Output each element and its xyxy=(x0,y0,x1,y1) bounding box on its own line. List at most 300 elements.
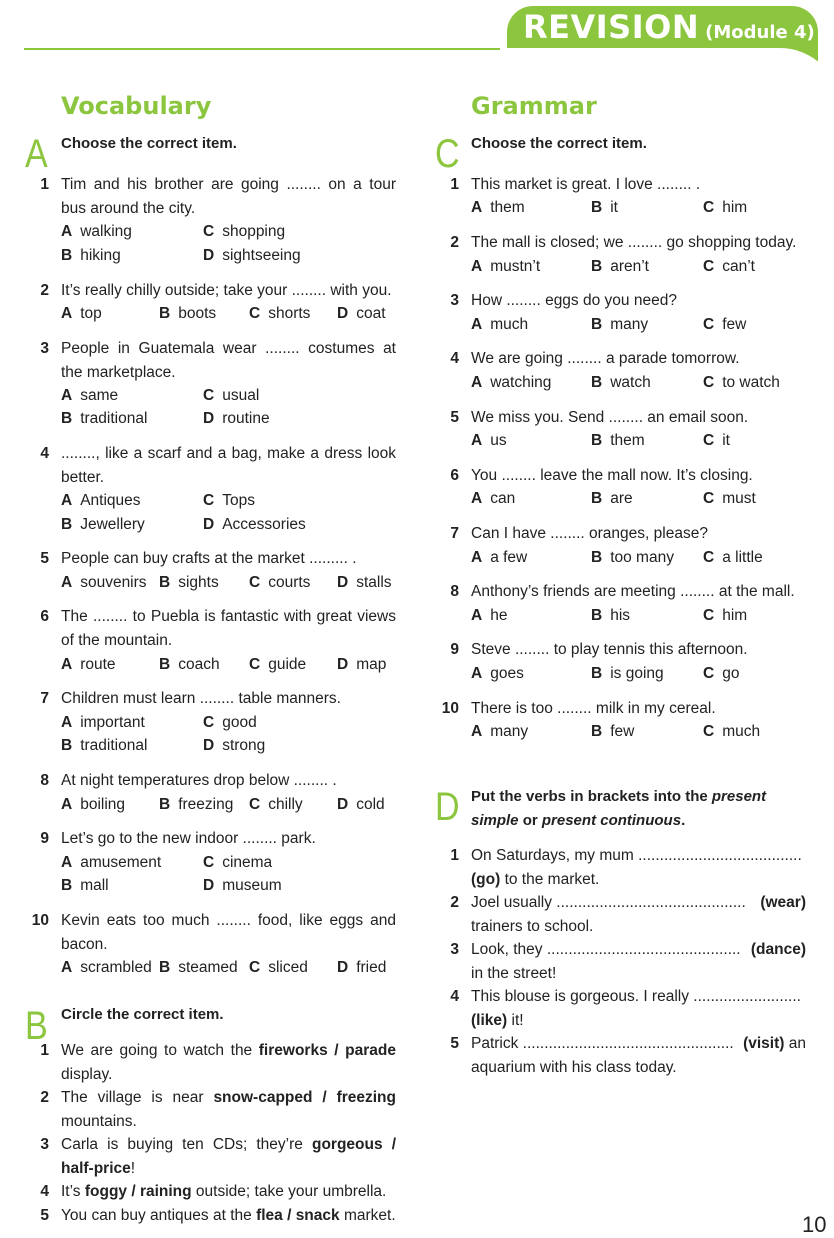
item-line: The village is near snow-capped / freezing xyxy=(61,1089,396,1106)
item-number: 3 xyxy=(450,941,459,958)
question-number: 3 xyxy=(40,340,49,357)
question-text: You ........ leave the mall now. It’s closing. xyxy=(471,467,753,484)
question-text: Anthony’s friends are meeting ........ at the mall. xyxy=(471,583,795,600)
option-b[interactable] xyxy=(159,302,216,326)
option-letter: B xyxy=(591,432,603,449)
fill-blank[interactable]: Patrick ................................................. xyxy=(471,1035,734,1052)
option-d[interactable] xyxy=(203,513,306,537)
item-line: in the street! xyxy=(471,964,557,982)
question-number: 10 xyxy=(31,912,49,929)
option-text: many xyxy=(490,723,529,740)
option-text: fried xyxy=(356,959,387,976)
option-letter: D xyxy=(337,574,349,591)
option-c[interactable] xyxy=(703,371,780,395)
option-letter: B xyxy=(159,796,171,813)
option-text: chilly xyxy=(268,796,303,813)
option-c[interactable] xyxy=(249,302,310,326)
option-d[interactable] xyxy=(337,302,386,326)
header-rule xyxy=(24,48,524,50)
option-text: courts xyxy=(268,574,311,591)
option-text: map xyxy=(356,656,387,673)
option-a[interactable] xyxy=(471,720,528,744)
option-d[interactable] xyxy=(337,793,385,817)
option-letter: A xyxy=(471,665,483,682)
option-letter: A xyxy=(61,959,73,976)
verb-hint: (wear) xyxy=(760,894,806,911)
choice-words[interactable]: half-price xyxy=(61,1159,131,1177)
section-c-instruction: Choose the correct item. xyxy=(471,135,647,152)
option-a[interactable] xyxy=(471,487,515,511)
option-b[interactable] xyxy=(61,244,121,268)
option-text: souvenirs xyxy=(80,574,147,591)
question-text: We are going ........ a parade tomorrow. xyxy=(471,350,740,367)
option-b[interactable] xyxy=(591,429,645,453)
option-letter: A xyxy=(471,723,483,740)
option-text: sliced xyxy=(268,959,308,976)
item-text xyxy=(61,1086,396,1133)
choice-words[interactable]: foggy / raining xyxy=(84,1183,192,1200)
item-number: 5 xyxy=(450,1035,459,1052)
question-number: 9 xyxy=(40,830,49,847)
option-letter: A xyxy=(471,607,483,624)
option-c[interactable] xyxy=(703,313,746,337)
option-letter: B xyxy=(61,516,73,533)
section-a-letter: A xyxy=(25,132,48,176)
banner-title-sub: (Module 4) xyxy=(705,22,815,43)
option-d[interactable] xyxy=(337,571,392,595)
option-letter: C xyxy=(203,714,215,731)
verb-hint: (like) xyxy=(471,1011,508,1029)
option-text: watch xyxy=(610,374,651,391)
option-text: much xyxy=(722,723,761,740)
option-text: mall xyxy=(80,877,109,894)
item-number: 5 xyxy=(40,1207,49,1224)
item-text xyxy=(61,1039,396,1086)
option-text: boots xyxy=(178,305,217,322)
question-text: Children must learn ........ table manners. xyxy=(61,690,341,707)
banner-title xyxy=(523,8,815,46)
option-text: Antiques xyxy=(80,492,141,509)
option-b[interactable] xyxy=(159,956,238,980)
option-a[interactable] xyxy=(61,571,147,595)
option-a[interactable] xyxy=(471,313,528,337)
section-c-letter: C xyxy=(435,132,460,176)
option-a[interactable] xyxy=(471,429,507,453)
option-a[interactable] xyxy=(61,793,125,817)
item-line: mountains. xyxy=(61,1112,137,1130)
option-text: go xyxy=(722,665,740,682)
question-number: 8 xyxy=(450,583,459,600)
option-letter: C xyxy=(703,607,715,624)
verb-hint: (dance) xyxy=(750,941,806,958)
option-a[interactable] xyxy=(61,653,116,677)
option-letter: B xyxy=(61,737,73,754)
option-text: it xyxy=(610,199,618,216)
option-b[interactable] xyxy=(61,874,109,898)
item-line xyxy=(471,891,806,915)
question-line: better. xyxy=(61,468,105,486)
option-text: freezing xyxy=(178,796,234,813)
option-text: his xyxy=(610,607,631,624)
option-letter: D xyxy=(203,247,215,264)
section-a-instruction: Choose the correct item. xyxy=(61,135,237,152)
option-b[interactable] xyxy=(591,313,648,337)
item-line: Patrick ................................................. (visit) an xyxy=(471,1032,806,1056)
option-text: sights xyxy=(178,574,219,591)
option-b[interactable] xyxy=(61,407,147,431)
section-d-letter: D xyxy=(435,785,460,829)
question-text: Let’s go to the new indoor ........ park. xyxy=(61,830,316,847)
option-b[interactable] xyxy=(591,196,618,220)
item-line: half-price! xyxy=(61,1159,136,1177)
option-text: walking xyxy=(80,223,132,240)
option-text: traditional xyxy=(80,737,148,754)
verb-hint: (go) xyxy=(471,870,501,888)
option-letter: C xyxy=(249,796,261,813)
option-text: us xyxy=(490,432,507,449)
option-text: museum xyxy=(222,877,282,894)
option-letter: C xyxy=(249,574,261,591)
option-letter: B xyxy=(159,656,171,673)
option-b[interactable] xyxy=(591,720,634,744)
option-text: good xyxy=(222,714,257,731)
option-letter: C xyxy=(703,258,715,275)
option-a[interactable] xyxy=(471,662,524,686)
option-letter: B xyxy=(591,258,603,275)
option-text: him xyxy=(722,199,748,216)
question-number: 9 xyxy=(450,641,459,658)
option-b[interactable] xyxy=(159,653,220,677)
option-letter: B xyxy=(159,305,171,322)
option-c[interactable] xyxy=(249,793,303,817)
option-letter: A xyxy=(471,199,483,216)
question-text xyxy=(61,909,396,956)
item-number: 2 xyxy=(450,894,459,911)
item-line: We are going to watch the fireworks / parade xyxy=(61,1042,396,1059)
option-text: same xyxy=(80,387,119,404)
option-a[interactable] xyxy=(61,851,161,875)
question-text xyxy=(61,605,396,652)
option-c[interactable] xyxy=(703,720,760,744)
option-text: route xyxy=(80,656,116,673)
option-b[interactable] xyxy=(591,371,651,395)
option-letter: A xyxy=(471,549,483,566)
option-letter: B xyxy=(591,549,603,566)
question-text: Steve ........ to play tennis this afternoon. xyxy=(471,641,748,658)
option-text: can’t xyxy=(722,258,755,275)
option-text: it xyxy=(722,432,730,449)
option-letter: A xyxy=(61,387,73,404)
option-a[interactable] xyxy=(471,196,525,220)
vocabulary-heading: Vocabulary xyxy=(61,92,212,120)
item-line xyxy=(471,938,806,962)
option-c[interactable] xyxy=(703,604,747,628)
question-text: This market is great. I love ........ . xyxy=(471,176,701,193)
option-c[interactable] xyxy=(249,571,310,595)
option-text: scrambled xyxy=(80,959,152,976)
option-a[interactable] xyxy=(471,255,540,279)
option-c[interactable] xyxy=(203,489,255,513)
option-text: routine xyxy=(222,410,270,427)
option-letter: D xyxy=(203,516,215,533)
option-d[interactable] xyxy=(337,653,386,677)
option-text: coach xyxy=(178,656,220,673)
question-number: 7 xyxy=(40,690,49,707)
option-text: aren’t xyxy=(610,258,649,275)
option-letter: A xyxy=(61,796,73,813)
question-text: The mall is closed; we ........ go shopping today. xyxy=(471,234,797,251)
option-letter: A xyxy=(61,223,73,240)
section-b-letter: B xyxy=(25,1004,48,1048)
option-letter: B xyxy=(61,877,73,894)
question-text: There is too ........ milk in my cereal. xyxy=(471,700,716,717)
option-text: traditional xyxy=(80,410,148,427)
option-c[interactable] xyxy=(249,956,308,980)
item-line: Carla is buying ten CDs; they’re gorgeous / xyxy=(61,1136,396,1153)
option-d[interactable] xyxy=(203,244,301,268)
option-letter: A xyxy=(61,492,73,509)
question-number: 1 xyxy=(450,176,459,193)
option-d[interactable] xyxy=(203,734,265,758)
option-text: steamed xyxy=(178,959,238,976)
option-b[interactable] xyxy=(591,546,674,570)
choice-words[interactable]: snow-capped / freezing xyxy=(213,1089,396,1106)
question-number: 5 xyxy=(450,409,459,426)
option-letter: B xyxy=(591,723,603,740)
option-b[interactable] xyxy=(591,487,633,511)
question-line: bacon. xyxy=(61,935,108,953)
option-text: shorts xyxy=(268,305,311,322)
option-text: few xyxy=(722,316,747,333)
option-c[interactable] xyxy=(703,255,755,279)
item-line: trainers to school. xyxy=(471,917,594,935)
question-text: How ........ eggs do you need? xyxy=(471,292,677,309)
option-letter: C xyxy=(203,223,215,240)
fill-blank[interactable]: Joel usually ............................................ xyxy=(471,894,746,911)
option-b[interactable] xyxy=(591,662,664,686)
question-text xyxy=(61,173,396,220)
option-text: mustn’t xyxy=(490,258,541,275)
fill-blank[interactable]: On Saturdays, my mum ...................................... xyxy=(471,847,802,864)
option-a[interactable] xyxy=(471,371,551,395)
item-number: 4 xyxy=(450,988,459,1005)
option-letter: A xyxy=(61,854,73,871)
question-number: 4 xyxy=(40,445,49,462)
option-letter: A xyxy=(471,258,483,275)
option-text: is going xyxy=(610,665,664,682)
option-letter: A xyxy=(61,574,73,591)
question-text: We miss you. Send ........ an email soon. xyxy=(471,409,749,426)
section-d-instruction: Put the verbs in brackets into the present simple or present continuous. xyxy=(471,788,767,829)
option-b[interactable] xyxy=(159,793,233,817)
question-line: of the mountain. xyxy=(61,631,173,649)
section-b-instruction: Circle the correct item. xyxy=(61,1006,224,1023)
item-line: display. xyxy=(61,1065,113,1083)
item-text: It’s foggy / raining outside; take your umbrella. xyxy=(61,1183,387,1200)
question-number: 5 xyxy=(40,550,49,567)
option-letter: C xyxy=(703,723,715,740)
option-a[interactable] xyxy=(471,546,527,570)
question-line: bus around the city. xyxy=(61,199,196,217)
question-number: 7 xyxy=(450,525,459,542)
option-a[interactable] xyxy=(61,302,102,326)
item-line: aquarium with his class today. xyxy=(471,1058,677,1076)
option-a[interactable] xyxy=(61,956,152,980)
option-c[interactable] xyxy=(203,851,272,875)
option-letter: C xyxy=(703,665,715,682)
question-number: 6 xyxy=(450,467,459,484)
option-letter: C xyxy=(249,305,261,322)
option-letter: A xyxy=(471,316,483,333)
option-letter: B xyxy=(591,490,603,507)
item-text xyxy=(471,891,806,938)
option-text: hiking xyxy=(80,247,121,264)
item-text xyxy=(471,985,806,1032)
option-b[interactable] xyxy=(159,571,219,595)
option-text: them xyxy=(610,432,645,449)
option-text: them xyxy=(490,199,525,216)
option-letter: A xyxy=(471,490,483,507)
item-text xyxy=(471,844,806,891)
option-letter: A xyxy=(61,656,73,673)
option-letter: D xyxy=(337,656,349,673)
question-number: 3 xyxy=(450,292,459,309)
option-text: watching xyxy=(490,374,552,391)
option-d[interactable] xyxy=(203,874,282,898)
question-number: 8 xyxy=(40,772,49,789)
question-text: It’s really chilly outside; take your ........ with you. xyxy=(61,282,392,299)
option-text: Accessories xyxy=(222,516,306,533)
question-number: 4 xyxy=(450,350,459,367)
option-text: guide xyxy=(268,656,307,673)
option-letter: C xyxy=(703,316,715,333)
item-text xyxy=(61,1133,396,1180)
option-letter: C xyxy=(703,490,715,507)
option-c[interactable] xyxy=(203,711,257,735)
option-c[interactable] xyxy=(203,220,285,244)
option-letter: D xyxy=(337,959,349,976)
option-text: must xyxy=(722,490,756,507)
question-number: 6 xyxy=(40,608,49,625)
option-d[interactable] xyxy=(203,407,270,431)
option-letter: C xyxy=(203,854,215,871)
option-a[interactable] xyxy=(61,711,145,735)
option-b[interactable] xyxy=(591,255,649,279)
question-line: People in Guatemala wear ........ costumes at xyxy=(61,340,396,357)
question-number: 2 xyxy=(40,282,49,299)
option-text: too many xyxy=(610,549,674,566)
fill-blank[interactable]: Look, they ............................................. xyxy=(471,941,741,958)
option-text: him xyxy=(722,607,748,624)
option-c[interactable] xyxy=(203,384,259,408)
option-letter: A xyxy=(61,305,73,322)
option-text: strong xyxy=(222,737,266,754)
option-c[interactable] xyxy=(249,653,306,677)
item-number: 1 xyxy=(450,847,459,864)
option-letter: C xyxy=(703,199,715,216)
option-a[interactable] xyxy=(61,384,118,408)
choice-words[interactable]: gorgeous / xyxy=(311,1136,396,1153)
option-letter: C xyxy=(703,549,715,566)
option-text: goes xyxy=(490,665,524,682)
item-line: (go) to the market. xyxy=(471,870,600,888)
option-c[interactable] xyxy=(703,196,747,220)
option-text: usual xyxy=(222,387,260,404)
option-c[interactable] xyxy=(703,429,730,453)
option-letter: A xyxy=(471,432,483,449)
question-line: Kevin eats too much ........ food, like eggs and xyxy=(61,912,396,929)
option-letter: B xyxy=(61,247,73,264)
option-text: Tops xyxy=(222,492,255,509)
option-letter: B xyxy=(61,410,73,427)
option-b[interactable] xyxy=(61,513,145,537)
verb-hint: (visit) xyxy=(743,1035,785,1052)
option-a[interactable] xyxy=(61,489,141,513)
option-c[interactable] xyxy=(703,487,756,511)
question-line: Tim and his brother are going ........ on a tour xyxy=(61,176,396,193)
item-text xyxy=(471,938,806,985)
question-line: The ........ to Puebla is fantastic with great views xyxy=(61,608,396,625)
question-text xyxy=(61,337,396,384)
question-text: Can I have ........ oranges, please? xyxy=(471,525,708,542)
option-letter: C xyxy=(249,959,261,976)
option-c[interactable] xyxy=(703,662,739,686)
option-letter: D xyxy=(203,877,215,894)
option-a[interactable] xyxy=(61,220,132,244)
fill-blank[interactable]: This blouse is gorgeous. I really ......................... xyxy=(471,988,801,1005)
option-letter: B xyxy=(591,374,603,391)
option-b[interactable] xyxy=(591,604,630,628)
page-number: 10 xyxy=(802,1212,827,1237)
option-letter: C xyxy=(249,656,261,673)
option-letter: A xyxy=(471,374,483,391)
option-text: many xyxy=(610,316,649,333)
option-b[interactable] xyxy=(61,734,147,758)
option-a[interactable] xyxy=(471,604,507,628)
item-number: 2 xyxy=(40,1089,49,1106)
option-text: a little xyxy=(722,549,763,566)
option-text: are xyxy=(610,490,633,507)
grammar-heading: Grammar xyxy=(471,92,597,120)
option-letter: A xyxy=(61,714,73,731)
option-letter: B xyxy=(591,665,603,682)
choice-words[interactable]: fireworks / parade xyxy=(258,1042,396,1059)
question-number: 10 xyxy=(441,700,459,717)
option-text: sightseeing xyxy=(222,247,301,264)
option-text: amusement xyxy=(80,854,162,871)
option-text: stalls xyxy=(356,574,392,591)
option-letter: C xyxy=(203,492,215,509)
option-letter: D xyxy=(203,410,215,427)
question-number: 1 xyxy=(40,176,49,193)
item-number: 4 xyxy=(40,1183,49,1200)
option-text: boiling xyxy=(80,796,126,813)
question-text: People can buy crafts at the market ......... . xyxy=(61,550,357,567)
option-letter: C xyxy=(703,432,715,449)
banner-title-main: REVISION xyxy=(523,8,700,46)
option-text: to watch xyxy=(722,374,780,391)
option-letter: B xyxy=(591,199,603,216)
option-c[interactable] xyxy=(703,546,763,570)
question-number: 2 xyxy=(450,234,459,251)
option-text: few xyxy=(610,723,635,740)
option-d[interactable] xyxy=(337,956,386,980)
option-letter: C xyxy=(703,374,715,391)
option-letter: B xyxy=(591,316,603,333)
option-text: top xyxy=(80,305,102,322)
option-text: he xyxy=(490,607,508,624)
choice-words[interactable]: flea / snack xyxy=(256,1207,340,1224)
